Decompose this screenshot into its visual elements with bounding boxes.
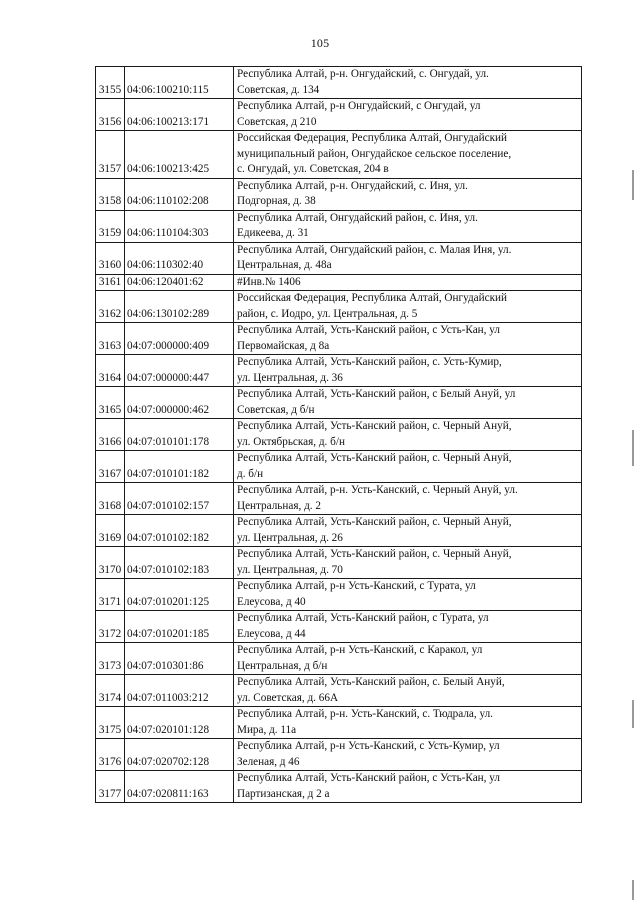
address-cell bbox=[234, 579, 582, 611]
cadastral-number-cell bbox=[125, 67, 234, 99]
address-line: #Инв.№ 1406 bbox=[237, 275, 301, 288]
address-line: Центральная, д. 2 bbox=[237, 499, 321, 512]
address-line: Советская, д б/н bbox=[237, 403, 315, 416]
address-line: ул. Советская, д. 66А bbox=[237, 691, 339, 704]
row-number-cell bbox=[96, 483, 125, 515]
row-number: 3167 bbox=[98, 467, 122, 480]
row-number-cell bbox=[96, 242, 125, 274]
row-number-cell bbox=[96, 547, 125, 579]
cadastral-number-cell bbox=[125, 579, 234, 611]
row-number: 3170 bbox=[98, 563, 122, 576]
address-cell bbox=[234, 771, 582, 803]
table-row bbox=[96, 547, 582, 579]
address-line: ул. Центральная, д. 36 bbox=[237, 371, 343, 384]
cadastral-number: 04:06:100213:425 bbox=[127, 163, 210, 175]
address-cell bbox=[234, 178, 582, 210]
address-line: Центральная, д. 48а bbox=[237, 259, 332, 271]
cadastral-number-cell bbox=[125, 131, 234, 179]
address-line: Советская, д 210 bbox=[237, 115, 317, 128]
address-cell bbox=[234, 323, 582, 355]
address-line: Елеусова, д 44 bbox=[237, 627, 306, 640]
address-line: ул. Центральная, д. 70 bbox=[237, 563, 343, 576]
address-line: Республика Алтай, р-н. Онгудайский, с. Онгудай, ул. bbox=[237, 68, 489, 80]
row-number: 3160 bbox=[98, 259, 122, 271]
address-line: Республика Алтай, Усть-Канский район, с. Черный Ануй, bbox=[237, 548, 512, 560]
cadastral-number-cell bbox=[125, 210, 234, 242]
address-line: с. Онгудай, ул. Советская, 204 в bbox=[237, 163, 389, 175]
row-number-cell bbox=[96, 515, 125, 547]
address-cell bbox=[234, 643, 582, 675]
address-line: Едикеева, д. 31 bbox=[237, 227, 309, 239]
address-cell bbox=[234, 707, 582, 739]
address-line: Республика Алтай, Усть-Канский район, с. Черный Ануй, bbox=[237, 420, 512, 432]
row-number: 3164 bbox=[98, 371, 122, 384]
row-number: 3163 bbox=[98, 339, 122, 352]
scan-edge-mark bbox=[632, 430, 634, 466]
address-line: Партизанская, д 2 а bbox=[237, 787, 330, 800]
table-row bbox=[96, 387, 582, 419]
scan-edge-mark bbox=[632, 170, 634, 200]
cadastral-number: 04:07:020702:128 bbox=[127, 755, 210, 768]
cadastral-number: 04:07:000000:462 bbox=[127, 403, 210, 416]
address-cell bbox=[234, 67, 582, 99]
scan-edge-mark bbox=[632, 880, 634, 900]
row-number: 3175 bbox=[98, 723, 122, 736]
row-number-cell bbox=[96, 675, 125, 707]
cadastral-number-cell bbox=[125, 274, 234, 291]
cadastral-number: 04:07:010201:125 bbox=[127, 595, 210, 608]
address-line: муниципальный район, Онгудайское сельское поселение, bbox=[237, 147, 512, 160]
cadastral-number-cell bbox=[125, 483, 234, 515]
address-cell bbox=[234, 242, 582, 274]
address-line: Республика Алтай, Усть-Канский район, с Усть-Кан, ул bbox=[237, 772, 500, 784]
row-number: 3162 bbox=[98, 307, 122, 320]
row-number-cell bbox=[96, 387, 125, 419]
table-row bbox=[96, 67, 582, 99]
cadastral-number: 04:07:010301:86 bbox=[127, 659, 204, 672]
table-row bbox=[96, 210, 582, 242]
address-line: Советская, д. 134 bbox=[237, 83, 320, 96]
address-cell bbox=[234, 451, 582, 483]
address-line: Подгорная, д. 38 bbox=[237, 195, 316, 207]
registry-table-body bbox=[96, 67, 582, 803]
row-number: 3155 bbox=[98, 83, 122, 96]
cadastral-number: 04:06:130102:289 bbox=[127, 307, 210, 320]
address-cell bbox=[234, 419, 582, 451]
table-row bbox=[96, 643, 582, 675]
row-number: 3177 bbox=[98, 787, 122, 800]
address-line: Мира, д. 11а bbox=[237, 723, 297, 736]
address-line: Республика Алтай, р-н. Онгудайский, с. Иня, ул. bbox=[237, 179, 468, 192]
address-line: Республика Алтай, Усть-Канский район, с. Черный Ануй, bbox=[237, 452, 512, 464]
row-number: 3171 bbox=[98, 595, 122, 608]
row-number-cell bbox=[96, 99, 125, 131]
table-row bbox=[96, 675, 582, 707]
row-number-cell bbox=[96, 355, 125, 387]
row-number: 3172 bbox=[98, 627, 122, 640]
table-row bbox=[96, 611, 582, 643]
row-number-cell bbox=[96, 739, 125, 771]
address-line: Республика Алтай, Усть-Канский район, с. Черный Ануй, bbox=[237, 516, 512, 528]
row-number-cell bbox=[96, 67, 125, 99]
row-number: 3166 bbox=[98, 435, 122, 448]
address-cell bbox=[234, 291, 582, 323]
address-line: Российская Федерация, Республика Алтай, Онгудайский bbox=[237, 292, 507, 304]
table-row bbox=[96, 99, 582, 131]
table-row bbox=[96, 323, 582, 355]
address-cell bbox=[234, 355, 582, 387]
row-number-cell bbox=[96, 178, 125, 210]
cadastral-number: 04:06:100213:171 bbox=[127, 115, 210, 128]
cadastral-number: 04:07:010102:182 bbox=[127, 531, 210, 544]
cadastral-number-cell bbox=[125, 547, 234, 579]
scan-edge-mark bbox=[632, 700, 634, 728]
cadastral-number: 04:07:011003:212 bbox=[127, 691, 209, 704]
cadastral-number: 04:06:110104:303 bbox=[127, 227, 209, 239]
cadastral-number: 04:07:000000:409 bbox=[127, 339, 210, 352]
table-row bbox=[96, 242, 582, 274]
cadastral-number: 04:07:010101:178 bbox=[127, 435, 210, 448]
cadastral-number-cell bbox=[125, 515, 234, 547]
cadastral-number-cell bbox=[125, 451, 234, 483]
address-line: Российская Федерация, Республика Алтай, Онгудайский bbox=[237, 132, 507, 144]
address-line: Республика Алтай, Онгудайский район, с. Иня, ул. bbox=[237, 211, 478, 224]
row-number-cell bbox=[96, 611, 125, 643]
row-number-cell bbox=[96, 291, 125, 323]
row-number-cell bbox=[96, 643, 125, 675]
row-number: 3161 bbox=[98, 275, 122, 288]
cadastral-number-cell bbox=[125, 242, 234, 274]
address-line: район, с. Иодро, ул. Центральная, д. 5 bbox=[237, 307, 418, 320]
cadastral-number-cell bbox=[125, 675, 234, 707]
address-cell bbox=[234, 274, 582, 291]
table-row bbox=[96, 131, 582, 179]
address-line: д. б/н bbox=[237, 467, 264, 480]
cadastral-number-cell bbox=[125, 419, 234, 451]
cadastral-number: 04:07:020811:163 bbox=[127, 787, 209, 800]
table-row bbox=[96, 274, 582, 291]
address-line: Республика Алтай, Усть-Канский район, с Белый Ануй, ул bbox=[237, 388, 516, 400]
address-cell bbox=[234, 515, 582, 547]
row-number-cell bbox=[96, 419, 125, 451]
row-number: 3169 bbox=[98, 531, 122, 544]
address-cell bbox=[234, 210, 582, 242]
row-number: 3174 bbox=[98, 691, 122, 704]
cadastral-number-cell bbox=[125, 707, 234, 739]
row-number-cell bbox=[96, 707, 125, 739]
address-line: Республика Алтай, р-н. Усть-Канский, с. Тюдрала, ул. bbox=[237, 708, 493, 720]
table-row bbox=[96, 419, 582, 451]
cadastral-number: 04:07:010201:185 bbox=[127, 627, 210, 640]
cadastral-number-cell bbox=[125, 643, 234, 675]
row-number: 3173 bbox=[98, 659, 122, 672]
cadastral-number-cell bbox=[125, 291, 234, 323]
table-row bbox=[96, 771, 582, 803]
address-cell bbox=[234, 675, 582, 707]
page-number: 105 bbox=[310, 36, 330, 50]
cadastral-number: 04:06:110102:208 bbox=[127, 195, 209, 207]
address-line: Республика Алтай, Усть-Канский район, с Усть-Кан, ул bbox=[237, 324, 500, 336]
address-line: ул. Центральная, д. 26 bbox=[237, 531, 343, 544]
address-cell bbox=[234, 131, 582, 179]
address-cell bbox=[234, 739, 582, 771]
cadastral-number-cell bbox=[125, 611, 234, 643]
table-row bbox=[96, 178, 582, 210]
address-line: Елеусова, д 40 bbox=[237, 595, 306, 608]
row-number: 3156 bbox=[98, 115, 122, 128]
address-line: Республика Алтай, Усть-Канский район, с. Усть-Кумир, bbox=[237, 356, 502, 368]
cadastral-number: 04:06:120401:62 bbox=[127, 275, 204, 288]
cadastral-number: 04:07:000000:447 bbox=[127, 371, 210, 384]
cadastral-number-cell bbox=[125, 323, 234, 355]
cadastral-number: 04:07:010102:157 bbox=[127, 499, 210, 512]
address-line: Республика Алтай, р-н Усть-Канский, с Каракол, ул bbox=[237, 644, 483, 656]
row-number-cell bbox=[96, 210, 125, 242]
cadastral-number-cell bbox=[125, 99, 234, 131]
address-line: Республика Алтай, Усть-Канский район, с Турата, ул bbox=[237, 612, 489, 624]
table-row bbox=[96, 291, 582, 323]
address-cell bbox=[234, 387, 582, 419]
row-number: 3165 bbox=[98, 403, 122, 416]
row-number-cell bbox=[96, 451, 125, 483]
table-row bbox=[96, 579, 582, 611]
address-cell bbox=[234, 483, 582, 515]
cadastral-number: 04:07:010102:183 bbox=[127, 563, 210, 576]
address-cell bbox=[234, 99, 582, 131]
row-number-cell bbox=[96, 131, 125, 179]
address-line: Республика Алтай, Усть-Канский район, с. Белый Ануй, bbox=[237, 676, 505, 688]
cadastral-number: 04:06:110302:40 bbox=[127, 259, 204, 271]
row-number-cell bbox=[96, 771, 125, 803]
address-line: Республика Алтай, р-н Усть-Канский, с Турата, ул bbox=[237, 580, 476, 592]
row-number: 3159 bbox=[98, 227, 122, 239]
cadastral-number-cell bbox=[125, 355, 234, 387]
address-line: Республика Алтай, Онгудайский район, с. Малая Иня, ул. bbox=[237, 243, 512, 256]
row-number: 3158 bbox=[98, 195, 122, 207]
table-row bbox=[96, 707, 582, 739]
address-cell bbox=[234, 547, 582, 579]
table-row bbox=[96, 515, 582, 547]
row-number: 3157 bbox=[98, 163, 122, 175]
cadastral-number: 04:07:010101:182 bbox=[127, 467, 210, 480]
cadastral-number-cell bbox=[125, 178, 234, 210]
address-line: ул. Октябрьская, д. б/н bbox=[237, 435, 345, 448]
row-number: 3168 bbox=[98, 499, 122, 512]
address-line: Первомайская, д 8а bbox=[237, 339, 330, 352]
address-line: Республика Алтай, р-н Усть-Канский, с Усть-Кумир, ул bbox=[237, 740, 500, 752]
row-number-cell bbox=[96, 323, 125, 355]
row-number-cell bbox=[96, 274, 125, 291]
row-number: 3176 bbox=[98, 755, 122, 768]
table-row bbox=[96, 451, 582, 483]
cadastral-number-cell bbox=[125, 771, 234, 803]
address-line: Республика Алтай, р-н Онгудайский, с Онгудай, ул bbox=[237, 100, 481, 112]
address-line: Зеленая, д 46 bbox=[237, 755, 300, 768]
cadastral-number-cell bbox=[125, 739, 234, 771]
address-line: Центральная, д б/н bbox=[237, 659, 328, 672]
cadastral-number-cell bbox=[125, 387, 234, 419]
table-row bbox=[96, 355, 582, 387]
property-registry-table bbox=[95, 66, 582, 803]
cadastral-number: 04:07:020101:128 bbox=[127, 723, 210, 736]
address-cell bbox=[234, 611, 582, 643]
address-line: Республика Алтай, р-н. Усть-Канский, с. Черный Ануй, ул. bbox=[237, 484, 518, 496]
table-row bbox=[96, 739, 582, 771]
cadastral-number: 04:06:100210:115 bbox=[127, 83, 209, 96]
table-row bbox=[96, 483, 582, 515]
row-number-cell bbox=[96, 579, 125, 611]
